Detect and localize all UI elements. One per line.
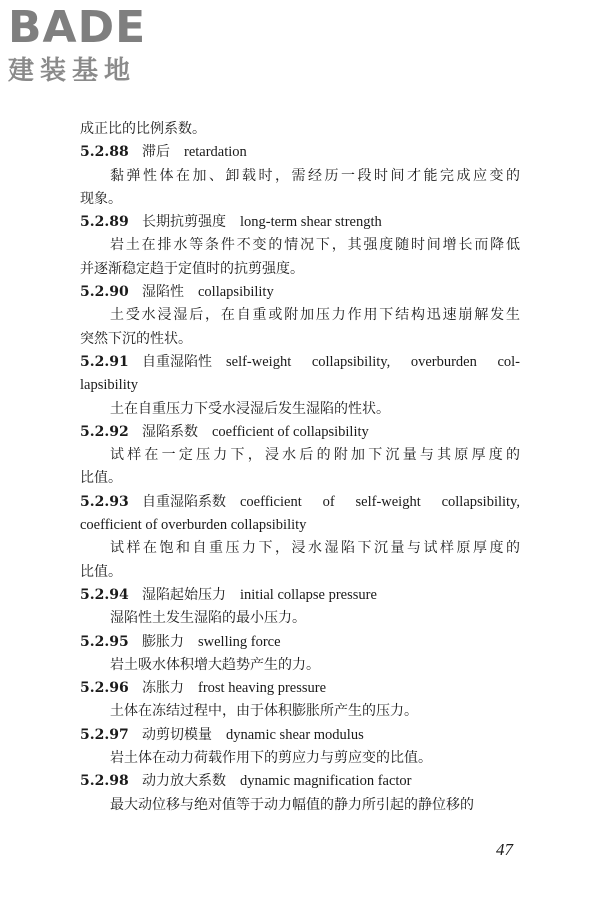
- term-english: coefficient of collapsibility: [212, 423, 369, 440]
- term-chinese: 湿陷系数: [142, 423, 198, 440]
- term-definition: 岩土体在动力荷载作用下的剪应力与剪应变的比值。: [110, 750, 432, 767]
- term-chinese: 冻胀力: [142, 680, 184, 697]
- term-definition: 试样在一定压力下，浸水后的附加下沉量与其原厚度的: [110, 447, 520, 464]
- term-heading: [80, 211, 520, 234]
- term-definition: 黏弹性体在加、卸载时，需经历一段时间才能完成应变的: [110, 167, 520, 184]
- term-english: retardation: [184, 144, 247, 161]
- term-number: 5.2.88: [80, 144, 129, 161]
- term-definition: 最大动位移与绝对值等于动力幅值的静力所引起的静位移的: [110, 796, 474, 813]
- term-english: dynamic shear modulus: [226, 726, 364, 743]
- term-heading: [80, 724, 520, 747]
- term-definition: 试样在饱和自重压力下，浸水湿陷下沉量与试样原厚度的: [110, 540, 520, 557]
- term-number: 5.2.91: [80, 353, 129, 370]
- term-english: initial collapse pressure: [240, 586, 377, 603]
- term-definition: 土在自重压力下受水浸湿后发生湿陷的性状。: [110, 400, 390, 417]
- term-number: 5.2.95: [80, 633, 129, 650]
- term-heading: [80, 770, 520, 793]
- term-english: coefficient of self-weight collapsibility,: [240, 493, 520, 510]
- term-number: 5.2.90: [80, 284, 129, 301]
- term-definition: 突然下沉的性状。: [80, 330, 192, 347]
- term-english: swelling force: [198, 633, 281, 650]
- term-definition: 并逐渐稳定趋于定值时的抗剪强度。: [80, 260, 304, 277]
- term-english: self-weight collapsibility, overburden col-: [226, 353, 520, 370]
- term-heading: [80, 351, 520, 374]
- term-definition: 比值。: [80, 470, 122, 487]
- term-chinese: 自重湿陷性: [142, 353, 212, 370]
- term-number: 5.2.93: [80, 493, 129, 510]
- term-heading: [80, 141, 520, 164]
- term-number: 5.2.98: [80, 773, 129, 790]
- term-chinese: 自重湿陷系数: [142, 493, 226, 510]
- document-body: [80, 118, 520, 817]
- term-chinese: 滞后: [142, 144, 170, 161]
- term-english: long-term shear strength: [240, 214, 382, 231]
- term-heading: [80, 491, 520, 514]
- term-number: 5.2.92: [80, 423, 129, 440]
- term-chinese: 湿陷性: [142, 284, 184, 301]
- term-definition: 土体在冻结过程中，由于体积膨胀所产生的压力。: [110, 703, 418, 720]
- term-chinese: 长期抗剪强度: [142, 214, 226, 231]
- term-definition: 土受水浸湿后，在自重或附加压力作用下结构迅速崩解发生: [110, 307, 520, 324]
- term-heading: [80, 421, 520, 444]
- logo-subtitle: 建装基地: [8, 56, 137, 86]
- term-english: collapsibility: [198, 284, 274, 301]
- term-english-continued: lapsibility: [80, 377, 138, 394]
- term-english: frost heaving pressure: [198, 680, 327, 697]
- term-chinese: 动剪切模量: [142, 726, 212, 743]
- term-heading: [80, 677, 520, 700]
- term-definition: 现象。: [80, 190, 122, 207]
- term-heading: [80, 631, 520, 654]
- term-definition: 岩土吸水体积增大趋势产生的力。: [110, 656, 320, 673]
- term-number: 5.2.89: [80, 214, 129, 231]
- term-english: dynamic magnification factor: [240, 773, 412, 790]
- term-number: 5.2.94: [80, 586, 129, 603]
- logo: [8, 4, 178, 94]
- term-heading: [80, 584, 520, 607]
- term-number: 5.2.96: [80, 680, 129, 697]
- term-chinese: 湿陷起始压力: [142, 586, 226, 603]
- term-chinese: 动力放大系数: [142, 773, 226, 790]
- logo-wordmark: BADE: [8, 2, 147, 53]
- term-definition: 比值。: [80, 563, 122, 580]
- page-number: 47: [496, 840, 513, 859]
- term-chinese: 膨胀力: [142, 633, 184, 650]
- term-definition: 湿陷性土发生湿陷的最小压力。: [110, 610, 306, 627]
- term-heading: [80, 281, 520, 304]
- term-number: 5.2.97: [80, 726, 129, 743]
- term-english-continued: coefficient of overburden collapsibility: [80, 517, 307, 534]
- term-definition: 岩土在排水等条件不变的情况下，其强度随时间增长而降低: [110, 237, 520, 254]
- continuation-text: 成正比的比例系数。: [80, 121, 206, 137]
